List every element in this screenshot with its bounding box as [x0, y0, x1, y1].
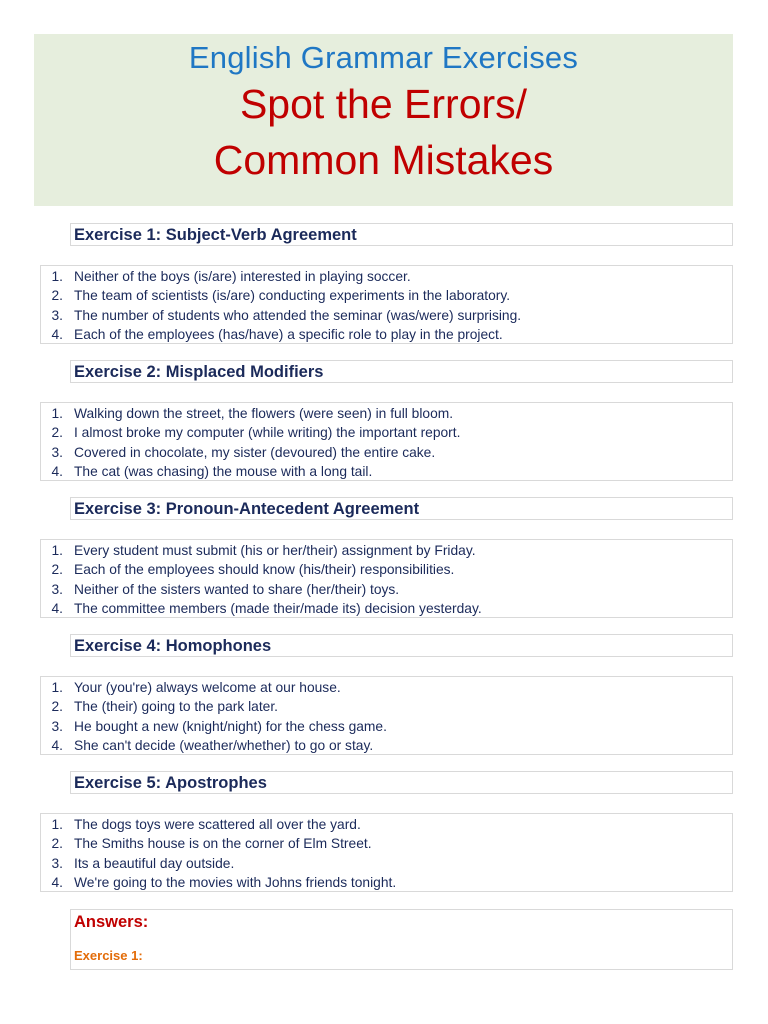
- title-line-1: Spot the Errors/: [239, 81, 528, 127]
- item-number: 2.: [51, 425, 63, 441]
- answers-heading: Answers:: [74, 913, 149, 931]
- item-number: 2.: [51, 562, 63, 578]
- item-text: Its a beautiful day outside.: [74, 855, 235, 871]
- item-number: 1.: [51, 680, 63, 695]
- list-item: [41, 580, 732, 599]
- item-text: She can't decide (weather/whether) to go or stay.: [74, 738, 374, 754]
- item-text: Neither of the boys (is/are) interested in playing soccer.: [74, 269, 411, 284]
- item-text: The cat (was chasing) the mouse with a long tail.: [74, 464, 373, 480]
- exercise-4-title: Exercise 4: Homophones: [70, 634, 733, 657]
- item-text: The Smiths house is on the corner of Elm Street.: [74, 836, 372, 852]
- list-item: [41, 404, 732, 423]
- item-number: 1.: [51, 406, 63, 421]
- item-number: 3.: [51, 855, 63, 871]
- list-item: [41, 541, 732, 560]
- list-item: [41, 854, 732, 873]
- item-text: The number of students who attended the seminar (was/were) surprising.: [74, 307, 522, 323]
- item-text: Each of the employees should know (his/their) responsibilities.: [74, 562, 455, 578]
- list-item: [41, 325, 732, 344]
- item-text: Neither of the sisters wanted to share (her/their) toys.: [74, 581, 400, 597]
- item-number: 4.: [51, 464, 63, 480]
- exercise-2-title: Exercise 2: Misplaced Modifiers: [70, 360, 733, 383]
- exercise-3-title: Exercise 3: Pronoun-Antecedent Agreement: [70, 497, 733, 520]
- item-text: We're going to the movies with Johns friends tonight.: [74, 875, 397, 891]
- item-text: The (their) going to the park later.: [74, 699, 278, 715]
- item-number: 2.: [51, 288, 63, 304]
- item-text: The dogs toys were scattered all over the yard.: [74, 817, 361, 832]
- list-item: [41, 286, 732, 305]
- list-item: [41, 462, 732, 481]
- item-number: 4.: [51, 738, 63, 754]
- exercise-1-list: [40, 265, 733, 344]
- list-item: [41, 267, 732, 286]
- answers-exercise-label: Exercise 1:: [74, 948, 143, 963]
- exercise-2-list: [40, 402, 733, 481]
- item-number: 1.: [51, 543, 63, 558]
- list-item: [41, 443, 732, 462]
- exercise-1-title: Exercise 1: Subject-Verb Agreement: [70, 223, 733, 246]
- list-item: [41, 678, 732, 697]
- exercise-5-title: Exercise 5: Apostrophes: [70, 771, 733, 794]
- item-text: Your (you're) always welcome at our house.: [74, 680, 341, 695]
- item-text: Covered in chocolate, my sister (devoured) the entire cake.: [74, 444, 436, 460]
- list-item: [41, 560, 732, 579]
- item-number: 4.: [51, 601, 63, 617]
- item-text: He bought a new (knight/night) for the chess game.: [74, 718, 387, 734]
- list-item: [41, 697, 732, 716]
- exercise-4-list: [40, 676, 733, 755]
- item-number: 3.: [51, 444, 63, 460]
- list-item: [41, 599, 732, 618]
- exercise-3-list: [40, 539, 733, 618]
- item-text: The committee members (made their/made its) decision yesterday.: [74, 601, 482, 617]
- list-item: [41, 423, 732, 442]
- list-item: [41, 717, 732, 736]
- title-banner: [34, 34, 733, 206]
- item-text: Walking down the street, the flowers (were seen) in full bloom.: [74, 406, 454, 421]
- item-number: 1.: [51, 817, 63, 832]
- item-number: 2.: [51, 836, 63, 852]
- item-number: 3.: [51, 718, 63, 734]
- item-number: 1.: [51, 269, 63, 284]
- list-item: [41, 873, 732, 892]
- item-number: 2.: [51, 699, 63, 715]
- item-text: I almost broke my computer (while writing) the important report.: [74, 425, 461, 441]
- item-text: The team of scientists (is/are) conducting experiments in the laboratory.: [74, 288, 511, 304]
- item-text: Every student must submit (his or her/their) assignment by Friday.: [74, 543, 476, 558]
- item-number: 3.: [51, 581, 63, 597]
- answers-section: [70, 909, 733, 970]
- item-number: 3.: [51, 307, 63, 323]
- list-item: [41, 306, 732, 325]
- item-text: Each of the employees (has/have) a specific role to play in the project.: [74, 327, 503, 343]
- subtitle: English Grammar Exercises: [188, 40, 579, 75]
- list-item: [41, 834, 732, 853]
- list-item: [41, 815, 732, 834]
- title-line-2: Common Mistakes: [213, 137, 554, 183]
- item-number: 4.: [51, 327, 63, 343]
- item-number: 4.: [51, 875, 63, 891]
- exercise-5-list: [40, 813, 733, 892]
- list-item: [41, 736, 732, 755]
